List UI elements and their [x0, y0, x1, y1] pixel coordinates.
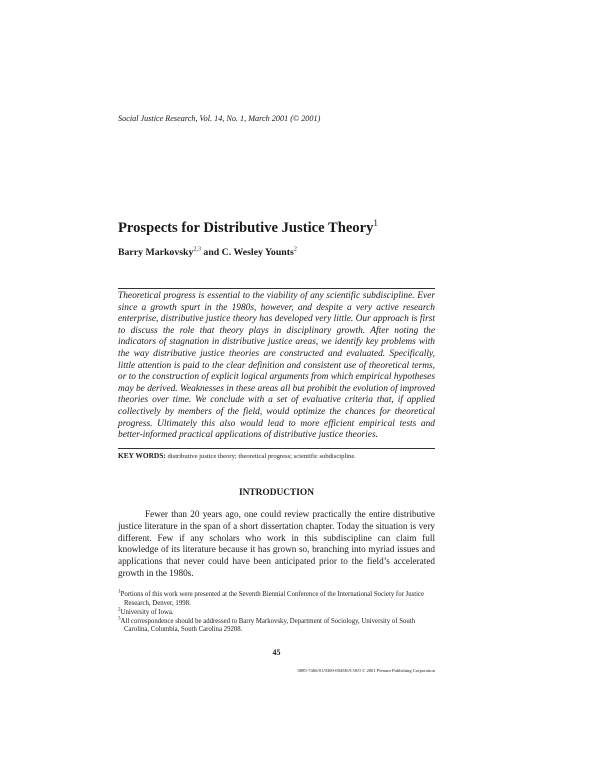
author-line [118, 246, 498, 259]
author-footnote-marks: 2 [293, 246, 297, 253]
copyright-line: 0885-7466/01/0300-0045$19.50/0 © 2001 Plenum Publishing Corporation [297, 668, 435, 673]
title-footnote-mark: 1 [373, 218, 378, 229]
keywords [118, 451, 435, 461]
footnote [118, 606, 435, 618]
author-name: C. Wesley Younts [221, 247, 294, 258]
author-name: Barry Markovsky [118, 247, 194, 258]
footnote [118, 588, 435, 608]
intro-paragraph: Fewer than 20 years ago, one could review practically the entire distributive justice literature in the span of a short dissertation chapter. Today the situation is very different. Few if any scholars who work in this subdiscipline can claim full knowledge of its literature because it has grown so, branching into myriad issues and applications that never could have been anticipated prior to the field’s accelerated growth in the 1980s. [118, 509, 435, 578]
author-footnote-marks: 2,3 [193, 246, 201, 253]
footnote-text: All correspondence should be addressed to Barry Markovsky, Department of Sociology, University of South Carolina, Columbia, South Carolina 29208. [120, 617, 416, 633]
section-heading: INTRODUCTION [238, 488, 314, 498]
abstract-top-rule [118, 288, 435, 289]
abstract-bottom-rule [118, 448, 435, 449]
footnote-text: University of Iowa. [120, 608, 174, 616]
footnote-mark: 1 [118, 588, 121, 595]
footnotes [118, 588, 435, 635]
paper-title [118, 219, 498, 237]
footnote [118, 615, 435, 635]
footnote-mark: 2 [118, 606, 121, 613]
author-separator: and [200, 247, 222, 258]
journal-citation: Social Justice Research, Vol. 14, No. 1, March 2001 (© 2001) [118, 114, 321, 123]
footnote-text: Portions of this work were presented at the Seventh Biennial Conference of the International Society for Justice Research, Denver, 1998. [120, 591, 425, 607]
footnote-mark: 3 [118, 615, 121, 622]
title-text: Prospects for Distributive Justice Theory [118, 220, 374, 236]
page-number: 45 [272, 648, 281, 657]
abstract: Theoretical progress is essential to the viability of any scientific subdiscipline. Ever since a growth spurt in the 1980s, however, and despite a very active research enterprise, distributive justice theory has developed very little. Our approach is first to discuss the role that theory plays in disciplinary growth. After noting the indicators of stagnation in distributive justice areas, we identify key problems with the way distributive justice theories are constructed and evaluated. Specifically, little attention is paid to the clear definition and consistent use of theoretical terms, or to the construction of explicit logical arguments from which empirical hypotheses may be derived. Weaknesses in these areas all but prohibit the evolution of improved theories over time. We conclude with a set of evaluative criteria that, if applied collectively by members of the field, would optimize the chances for theoretical progress. Ultimately this also would lead to more efficient empirical tests and better-informed practical applications of distributive justice theories. [118, 291, 435, 441]
keywords-list: distributive justice theory; theoretical progress; scientific subdiscipline. [167, 453, 356, 460]
keywords-label: KEY WORDS: [118, 451, 166, 460]
